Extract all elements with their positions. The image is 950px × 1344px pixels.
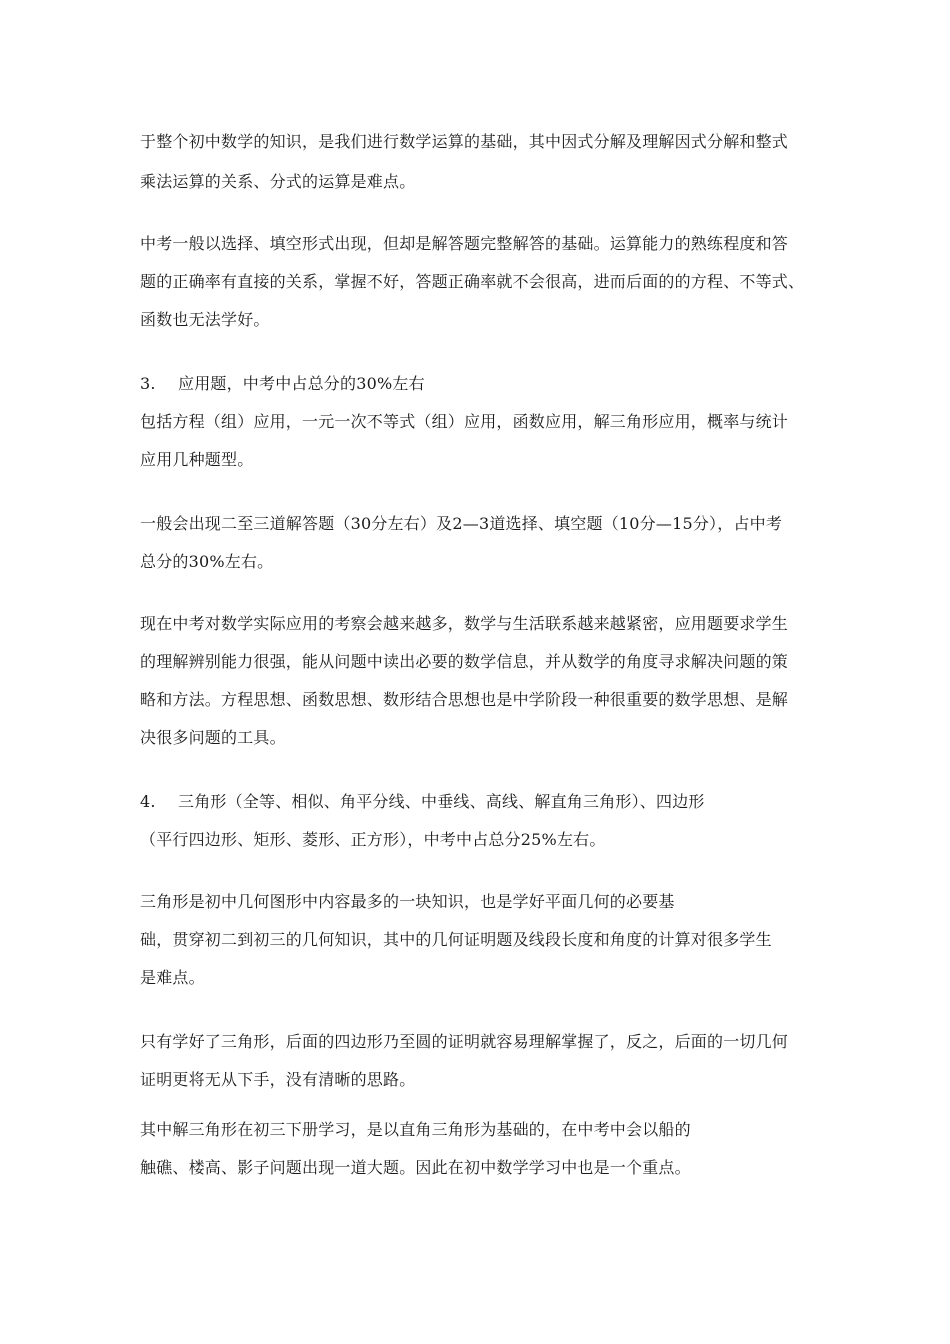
paragraph-line: 一般会出现二至三道解答题（30分左右）及2—3道选择、填空题（10分—15分），占中考 [140,514,783,533]
section-number: 3. [140,374,156,393]
paragraph-line: 其中解三角形在初三下册学习，是以直角三角形为基础的，在中考中会以船的 [140,1120,691,1139]
section-title: 三角形（全等、相似、角平分线、中垂线、高线、解直角三角形）、四边形 [178,792,705,811]
paragraph-line: 函数也无法学好。 [140,310,270,329]
paragraph-line: 中考一般以选择、填空形式出现，但却是解答题完整解答的基础。运算能力的熟练程度和答 [140,234,789,253]
paragraph-line: 应用几种题型。 [140,450,254,469]
paragraph-line: 现在中考对数学实际应用的考察会越来越多，数学与生活联系越来越紧密，应用题要求学生 [140,614,789,633]
paragraph-line: 证明更将无从下手，没有清晰的思路。 [140,1070,416,1089]
paragraph-line: 的理解辨别能力很强，能从问题中读出必要的数学信息，并从数学的角度寻求解决问题的策 [140,652,789,671]
paragraph-line: 础，贯穿初二到初三的几何知识，其中的几何证明题及线段长度和角度的计算对很多学生 [140,930,772,949]
paragraph-line: 决很多问题的工具。 [140,728,286,747]
paragraph-line: 是难点。 [140,968,205,987]
section-heading-3 [140,374,425,394]
paragraph-line: 题的正确率有直接的关系，掌握不好，答题正确率就不会很高，进而后面的的方程、不等式、 [140,272,805,291]
section-heading-4 [140,792,705,812]
paragraph-line: 总分的30%左右。 [140,552,274,571]
paragraph-line: 三角形是初中几何图形中内容最多的一块知识，也是学好平面几何的必要基 [140,892,675,911]
section-number: 4. [140,792,156,811]
paragraph-line: （平行四边形、矩形、菱形、正方形），中考中占总分25%左右。 [140,830,606,849]
paragraph-line: 乘法运算的关系、分式的运算是难点。 [140,172,416,191]
paragraph-line: 包括方程（组）应用，一元一次不等式（组）应用，函数应用，解三角形应用，概率与统计 [140,412,789,431]
paragraph-line: 只有学好了三角形，后面的四边形乃至圆的证明就容易理解掌握了，反之，后面的一切几何 [140,1032,789,1051]
paragraph-line: 略和方法。方程思想、函数思想、数形结合思想也是中学阶段一种很重要的数学思想、是解 [140,690,789,709]
paragraph-line: 于整个初中数学的知识，是我们进行数学运算的基础，其中因式分解及理解因式分解和整式 [140,132,789,151]
paragraph-line: 触礁、楼高、影子问题出现一道大题。因此在初中数学学习中也是一个重点。 [140,1158,691,1177]
section-title: 应用题，中考中占总分的30%左右 [178,374,425,393]
